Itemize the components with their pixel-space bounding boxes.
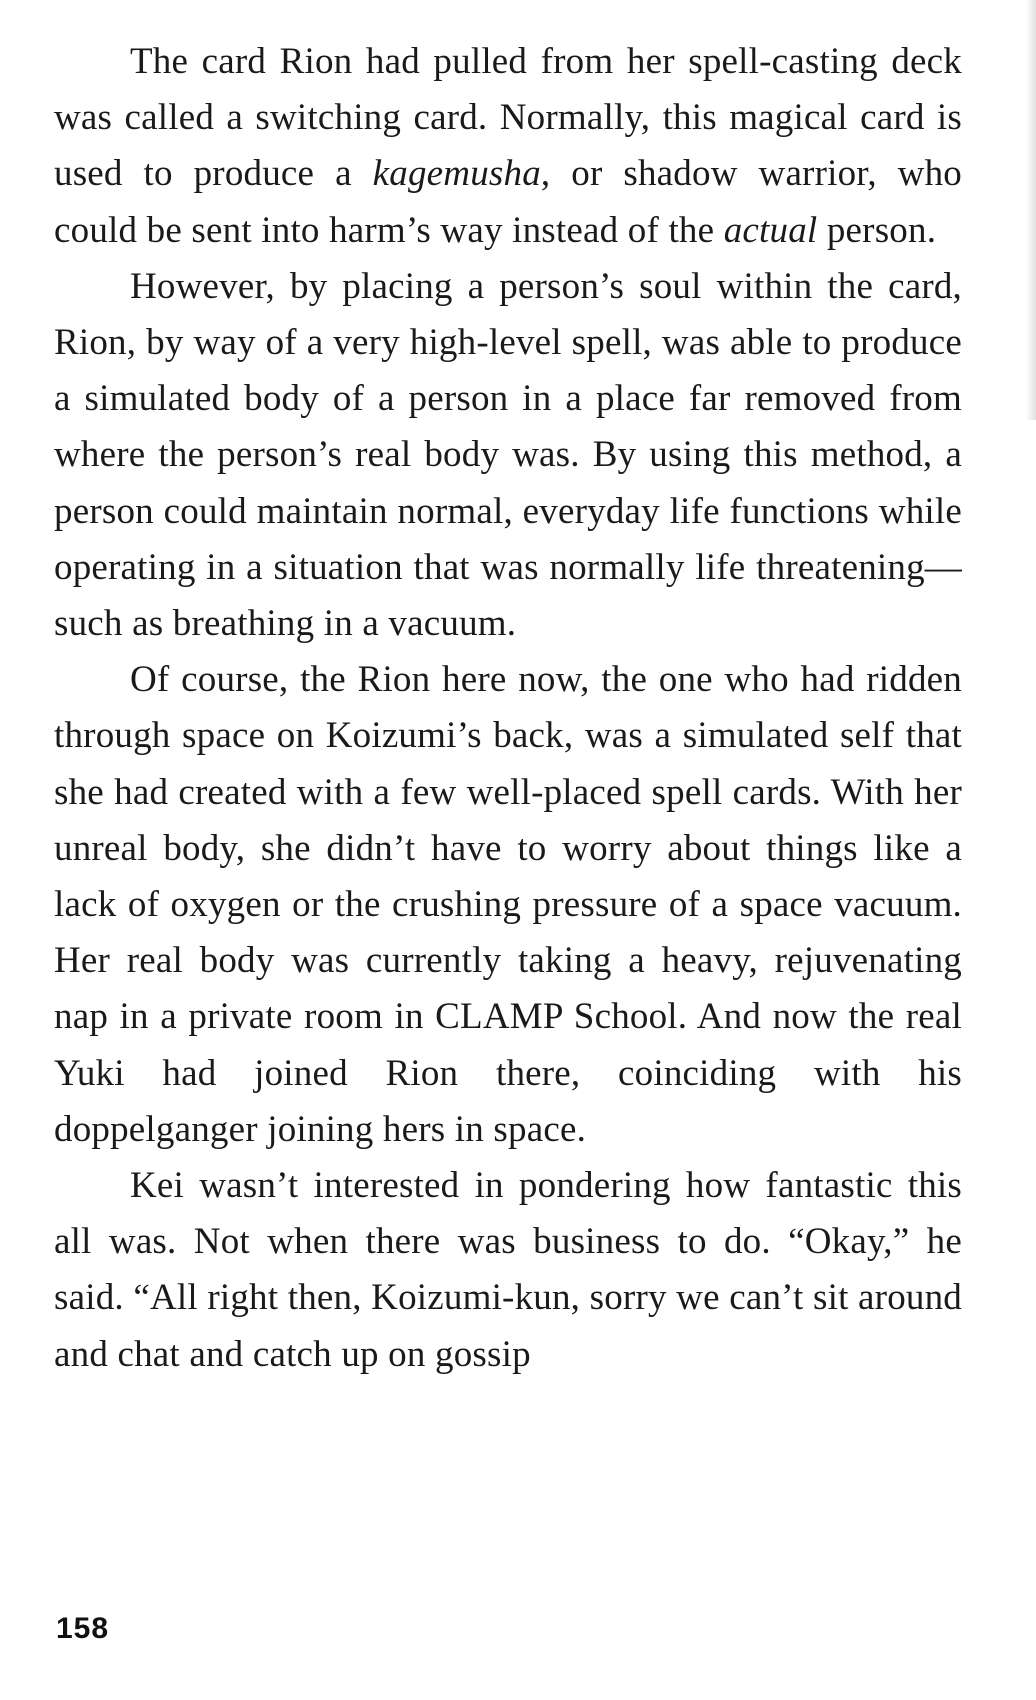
paragraph-1 (54, 34, 962, 259)
paragraph-4 (54, 1158, 962, 1383)
page-number: 158 (56, 1612, 110, 1645)
italic-term-actual: actual (723, 209, 818, 251)
paragraph-1-text-1: The card Rion had pulled from her spell-casting deck was called a switching card. Normally, this magical card is used to produce a (54, 41, 962, 195)
paragraph-3-text: Of course, the Rion here now, the one who had ridden through space on Koizumi’s back, was a simulated self that she had created with a few well-placed spell cards. With her unreal body, she didn’t have to worry about things like a lack of oxygen or the crushing pressure of a space vacuum. Her real body was currently taking a heavy, rejuvenating nap in a private room in CLAMP School. And now the real Yuki had joined Rion there, coinciding with his doppelganger joining hers in space. (54, 659, 962, 1150)
paragraph-1-text-2: , or shadow warrior, who could be sent into harm’s way instead of the (54, 153, 962, 251)
paragraph-4-text: Kei wasn’t interested in pondering how fantastic this all was. Not when there was business to do. “Okay,” he said. “All right then, Koizumi-kun, sorry we can’t sit around and chat and catch up on gossip (54, 1165, 962, 1375)
paragraph-1-text-3: person. (817, 209, 937, 251)
italic-term-kagemusha: kagemusha (372, 153, 541, 195)
paragraph-3 (54, 652, 962, 1158)
paragraph-2-text: However, by placing a person’s soul within the card, Rion, by way of a very high-level spell, was able to produce a simulated body of a person in a place far removed from where the person’s real body was. By using this method, a person could maintain normal, everyday life functions while operating in a situation that was normally life threatening—such as breathing in a vacuum. (54, 265, 962, 645)
page-body (54, 34, 962, 1383)
paragraph-2 (54, 259, 962, 652)
page-edge-shadow (1026, 0, 1036, 420)
